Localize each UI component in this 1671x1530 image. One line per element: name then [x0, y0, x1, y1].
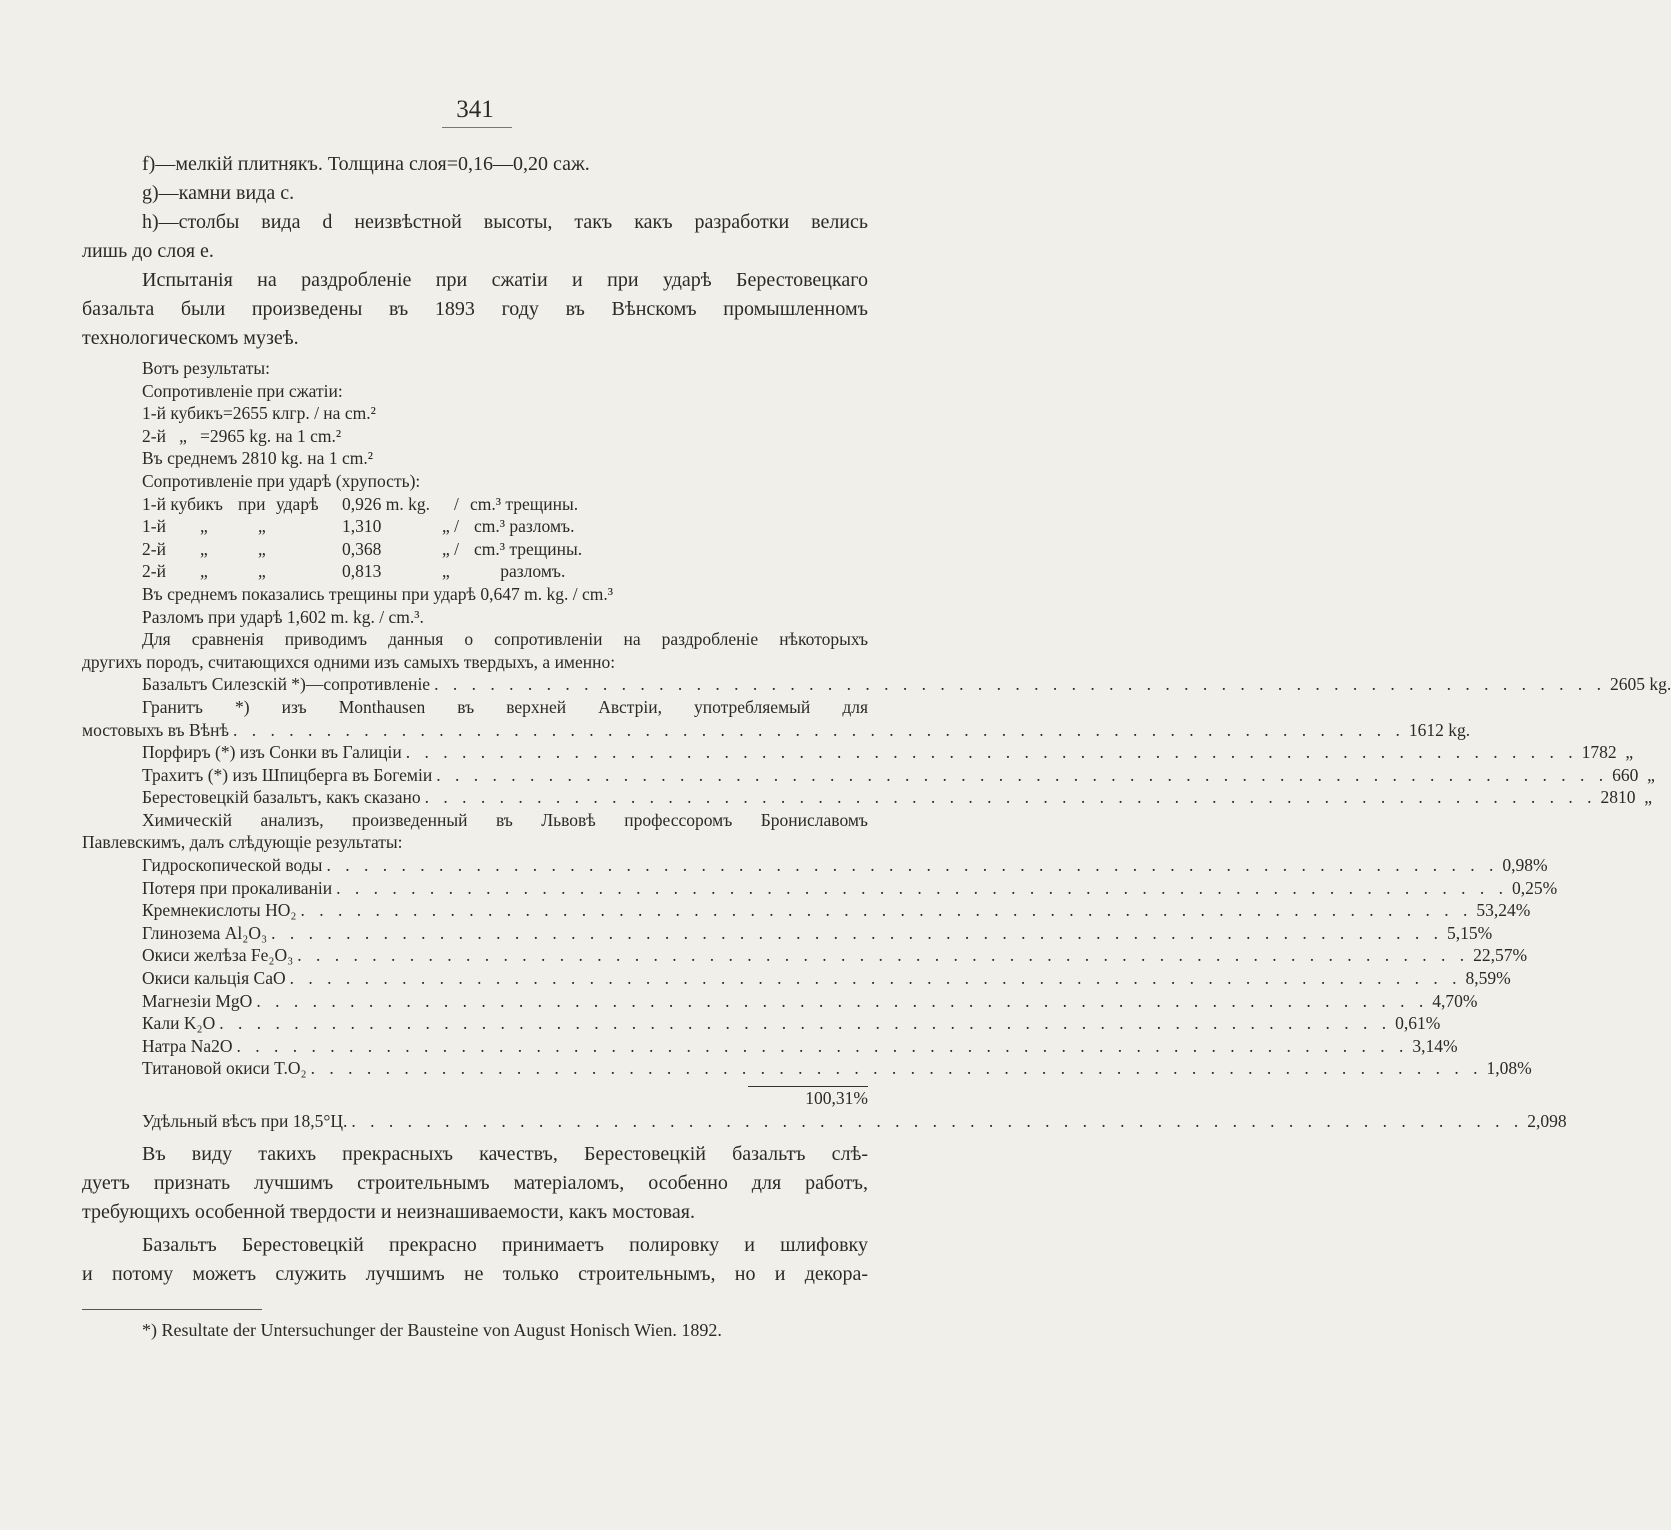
dot-leader: . . . . . . . . . . . . . . . . . . . . . . . . . . . . . . . . . . . . . . . . . . . . . . . . . . . . . . . . . . . . . . . — [326, 855, 1499, 876]
compression-average: Въ среднемъ 2810 kg. на 1 cm.² — [142, 448, 373, 469]
analysis-row — [82, 944, 1528, 967]
impact-cell: 1-й — [142, 516, 166, 537]
analysis-row — [82, 877, 1558, 900]
comparison-row-trachyte — [82, 764, 1655, 787]
row-label: Порфиръ (*) изъ Сонки въ Галиціи — [142, 742, 402, 763]
item-f: f)—мелкій плитнякъ. Толщина слоя=0,16—0,20 саж. — [142, 153, 590, 175]
impact-cell: „ — [258, 538, 266, 559]
row-value: 0,25% — [1512, 877, 1558, 898]
row-label: Кремнекислоты HO₂ — [142, 900, 297, 921]
conclusion-block — [82, 1140, 868, 1289]
impact-cell: „ — [258, 561, 266, 582]
impact-cell: 1-й кубикъ — [142, 493, 223, 514]
row-value: 5,15% — [1447, 922, 1493, 943]
row-value: 2605 kg. — [1609, 674, 1671, 695]
row-value: 4,70% — [1432, 990, 1478, 1011]
tests-para-line1: Испытанія на раздробленіе при сжатіи и при ударѣ Берестовецкаго — [142, 269, 868, 291]
row-label: Кали K₂O — [142, 1013, 216, 1034]
row-label: Базальтъ Силезскій *)—сопротивленіе — [142, 674, 431, 695]
tests-para-line3: технологическомъ музеѣ. — [82, 327, 299, 349]
row-value: 2,098 — [1527, 1110, 1567, 1131]
impact-cell: 1,310 — [342, 516, 382, 537]
compression-row-2: 2-й „ =2965 kg. на 1 cm.² — [142, 425, 342, 446]
comparison-intro-line2: другихъ породъ, считающихся одними изъ самыхъ твердыхъ, а именно: — [82, 651, 616, 672]
impact-cell: 2-й — [142, 561, 166, 582]
impact-cell: / — [454, 493, 459, 514]
impact-cell: cm.³ трещины. — [470, 493, 579, 514]
specific-gravity-row — [82, 1110, 1567, 1133]
analysis-row — [82, 1057, 1532, 1080]
dot-leader: . . . . . . . . . . . . . . . . . . . . . . . . . . . . . . . . . . . . . . . . . . . . . . . . . . . . . . . . . . . . . . . — [300, 900, 1473, 921]
item-g: g)—камни вида с. — [142, 182, 295, 204]
row-label: Магнезіи MgO — [142, 990, 253, 1011]
analysis-row — [82, 1035, 1458, 1058]
tests-para-line2: базальта были произведены въ 1893 году въ Вѣнскомъ промышленномъ — [82, 298, 868, 320]
impact-heading: Сопротивленіе при ударѣ (хрупость): — [142, 470, 421, 491]
row-value: 1612 kg. — [1408, 719, 1471, 740]
comparison-row-silesian — [82, 673, 1671, 696]
comparison-row-porphyry — [82, 741, 1634, 764]
analysis-row — [82, 922, 1493, 945]
page-number: 341 — [456, 96, 494, 123]
impact-cell: 0,813 — [342, 561, 382, 582]
impact-cell: „ — [200, 516, 208, 537]
row-label: Берестовецкій базальтъ, какъ сказано — [142, 787, 421, 808]
impact-cell: „ — [442, 561, 450, 582]
page-number-rule — [442, 127, 512, 128]
row-value: 3,14% — [1412, 1035, 1458, 1056]
dot-leader: . . . . . . . . . . . . . . . . . . . . . . . . . . . . . . . . . . . . . . . . . . . . . . . . . . . . . . . . . . . . . . . — [233, 719, 1405, 740]
impact-cell: „ — [200, 538, 208, 559]
impact-cell: разломъ. — [474, 561, 566, 582]
row-value: 22,57% — [1473, 945, 1528, 966]
footnote-rule — [82, 1309, 262, 1310]
row-value: 0,61% — [1395, 1013, 1441, 1034]
analysis-total: 100,31% — [805, 1088, 868, 1108]
impact-cell: 2-й — [142, 538, 166, 559]
results-block — [82, 357, 1671, 1132]
impact-cell: cm.³ разломъ. — [474, 516, 575, 537]
analysis-row — [82, 899, 1531, 922]
item-h-line1: h)—столбы вида d неизвѣстной высоты, такъ какъ разработки велись — [142, 211, 868, 233]
impact-row — [82, 493, 868, 516]
row-value: 53,24% — [1476, 900, 1531, 921]
row-value: 0,98% — [1502, 855, 1548, 876]
row-label: Трахитъ (*) изъ Шпицберга въ Богеміи — [142, 764, 433, 785]
page-body — [82, 150, 1671, 1342]
comparison-row-granite — [82, 719, 1471, 742]
item-h-line2: лишь до слоя е. — [82, 240, 214, 262]
comparison-intro-line1: Для сравненія приводимъ данныя о сопротивленіи на раздробленіе нѣкоторыхъ — [142, 629, 868, 650]
dot-leader: . . . . . . . . . . . . . . . . . . . . . . . . . . . . . . . . . . . . . . . . . . . . . . . . . . . . . . . . . . . . . . . — [436, 764, 1609, 785]
analysis-row — [82, 990, 1478, 1013]
footnote: *) Resultate der Untersuchunger der Bausteine von August Honisch Wien. 1892. — [142, 1320, 722, 1341]
impact-cell: 0,926 m. kg. — [342, 493, 430, 514]
compression-row-1: 1-й кубикъ=2655 клгр. / на cm.² — [142, 403, 376, 424]
analysis-table — [82, 854, 1567, 1132]
impact-cell: 0,368 — [342, 538, 382, 559]
dot-leader: . . . . . . . . . . . . . . . . . . . . . . . . . . . . . . . . . . . . . . . . . . . . . . . . . . . . . . . . . . . . . . . — [271, 922, 1444, 943]
impact-row — [82, 515, 868, 538]
row-value: 660 „ — [1612, 764, 1655, 785]
analysis-row — [82, 1012, 1441, 1035]
row-label: Натра Na2O — [142, 1035, 233, 1056]
dot-leader: . . . . . . . . . . . . . . . . . . . . . . . . . . . . . . . . . . . . . . . . . . . . . . . . . . . . . . . . . . . . . . . — [405, 742, 1578, 763]
impact-row — [82, 560, 868, 583]
compression-heading: Сопротивленіе при сжатіи: — [142, 380, 343, 401]
dot-leader: . . . . . . . . . . . . . . . . . . . . . . . . . . . . . . . . . . . . . . . . . . . . . . . . . . . . . . . . . . . . . . . — [236, 1035, 1409, 1056]
comparison-row-berestovets — [82, 786, 1653, 809]
analysis-row — [82, 854, 1548, 877]
impact-average-cracks: Въ среднемъ показались трещины при ударѣ 0,647 m. kg. / cm.³ — [142, 583, 613, 604]
impact-cell: ударѣ — [276, 493, 319, 514]
row-label: Титановой окиси T.O₂ — [142, 1058, 307, 1079]
impact-cell: cm.³ трещины. — [474, 538, 583, 559]
analysis-intro-line2: Павлевскимъ, далъ слѣдующіе результаты: — [82, 832, 403, 853]
row-label: Окиси кальція CaO — [142, 968, 286, 989]
row-label: Глинозема Al₂O₃ — [142, 922, 268, 943]
impact-cell: „ / — [442, 538, 460, 559]
impact-cell: при — [238, 493, 266, 514]
dot-leader: . . . . . . . . . . . . . . . . . . . . . . . . . . . . . . . . . . . . . . . . . . . . . . . . . . . . . . . . . . . . . . . — [219, 1013, 1392, 1034]
row-label: Окиси желѣза Fe₂O₃ — [142, 945, 294, 966]
impact-cell: „ / — [442, 516, 460, 537]
conclusion-p2-line2: и потому можетъ служить лучшимъ не только строительнымъ, но и декора- — [82, 1263, 868, 1286]
analysis-intro-line1: Химическій анализъ, произведенный въ Львовѣ профессоромъ Брониславомъ — [142, 809, 868, 830]
dot-leader: . . . . . . . . . . . . . . . . . . . . . . . . . . . . . . . . . . . . . . . . . . . . . . . . . . . . . . . . . . . . . . . — [289, 968, 1462, 989]
row-value: 1,08% — [1486, 1058, 1532, 1079]
row-value: 1782 „ — [1581, 742, 1634, 763]
conclusion-p1-line1: Въ виду такихъ прекрасныхъ качествъ, Берестовецкій базальтъ слѣ- — [142, 1143, 868, 1166]
row-value: 2810 „ — [1600, 787, 1653, 808]
dot-leader: . . . . . . . . . . . . . . . . . . . . . . . . . . . . . . . . . . . . . . . . . . . . . . . . . . . . . . . . . . . . . . . — [297, 945, 1470, 966]
impact-cell: „ — [258, 516, 266, 537]
conclusion-p1-line2: дуетъ признать лучшимъ строительнымъ матеріаломъ, особенно для работъ, — [82, 1172, 868, 1195]
conclusion-p1-line3: требующихъ особенной твердости и неизнашиваемости, какъ мостовая. — [82, 1201, 695, 1224]
conclusion-p2-line1: Базальтъ Берестовецкій прекрасно принимаетъ полировку и шлифовку — [142, 1234, 868, 1257]
results-heading: Вотъ результаты: — [142, 358, 271, 378]
dot-leader: . . . . . . . . . . . . . . . . . . . . . . . . . . . . . . . . . . . . . . . . . . . . . . . . . . . . . . . . . . . . . . . — [434, 674, 1606, 695]
impact-row — [82, 538, 868, 561]
dot-leader: . . . . . . . . . . . . . . . . . . . . . . . . . . . . . . . . . . . . . . . . . . . . . . . . . . . . . . . . . . . . . . . — [310, 1058, 1483, 1079]
dot-leader: . . . . . . . . . . . . . . . . . . . . . . . . . . . . . . . . . . . . . . . . . . . . . . . . . . . . . . . . . . . . . . . — [256, 990, 1429, 1011]
row-label: Гидроскопической воды — [142, 855, 323, 876]
dot-leader: . . . . . . . . . . . . . . . . . . . . . . . . . . . . . . . . . . . . . . . . . . . . . . . . . . . . . . . . . . . . . . . — [424, 787, 1597, 808]
dot-leader: . . . . . . . . . . . . . . . . . . . . . . . . . . . . . . . . . . . . . . . . . . . . . . . . . . . . . . . . . . . . . . . — [351, 1110, 1524, 1131]
row-label: Удѣльный вѣсъ при 18,5°Ц. — [142, 1110, 348, 1131]
analysis-row — [82, 967, 1511, 990]
dot-leader: . . . . . . . . . . . . . . . . . . . . . . . . . . . . . . . . . . . . . . . . . . . . . . . . . . . . . . . . . . . . . . . — [336, 877, 1508, 898]
row-label: Потеря при прокаливаніи — [142, 877, 333, 898]
comparison-granite-line1: Гранитъ *) изъ Monthausen въ верхней Австріи, употребляемый для — [142, 696, 868, 717]
row-label: мостовыхъ въ Вѣнѣ — [82, 719, 230, 740]
impact-average-fracture: Разломъ при ударѣ 1,602 m. kg. / cm.³. — [142, 606, 424, 627]
row-value: 8,59% — [1465, 968, 1511, 989]
impact-cell: „ — [200, 561, 208, 582]
